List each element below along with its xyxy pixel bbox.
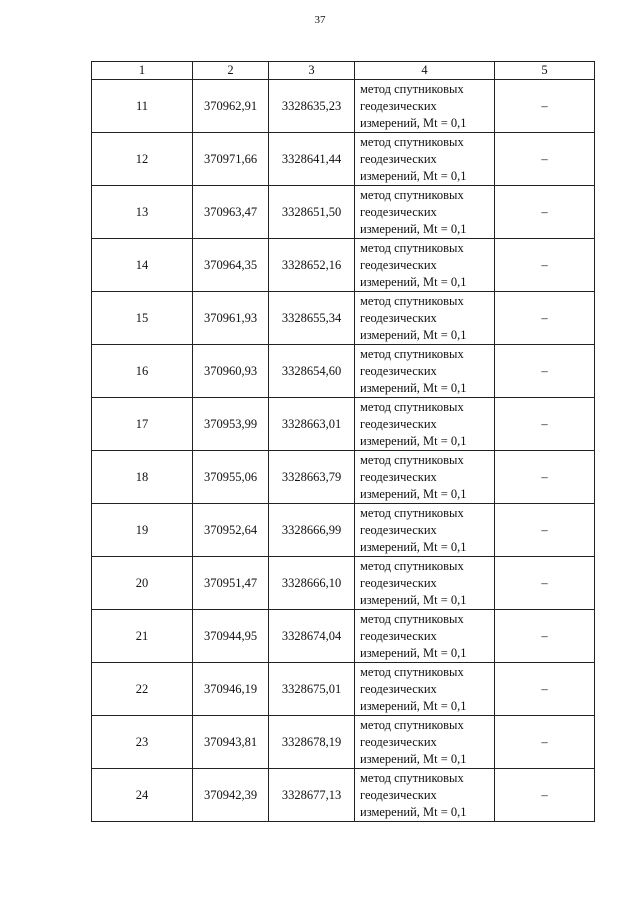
x-coordinate-cell: 370951,47 [193, 557, 269, 610]
point-number-cell: 16 [92, 345, 193, 398]
x-coordinate-cell: 370944,95 [193, 610, 269, 663]
x-coordinate-cell: 370953,99 [193, 398, 269, 451]
point-number-cell: 24 [92, 769, 193, 822]
table-row [92, 451, 595, 504]
point-number-cell: 17 [92, 398, 193, 451]
method-cell [355, 133, 495, 186]
x-coordinate-cell: 370961,93 [193, 292, 269, 345]
method-cell [355, 769, 495, 822]
x-coordinate-cell: 370942,39 [193, 769, 269, 822]
method-text-line: измерений, Mt = 0,1 [360, 380, 467, 395]
method-text-line: метод спутниковых [360, 558, 464, 573]
method-text-line: геодезических [360, 310, 437, 325]
method-text-line: метод спутниковых [360, 293, 464, 308]
y-coordinate-cell: 3328663,79 [269, 451, 355, 504]
header-cell-col-2: 2 [193, 62, 269, 80]
x-coordinate-cell: 370955,06 [193, 451, 269, 504]
method-text-line: измерений, Mt = 0,1 [360, 327, 467, 342]
point-number-cell: 13 [92, 186, 193, 239]
note-cell: – [495, 133, 595, 186]
x-coordinate-cell: 370962,91 [193, 80, 269, 133]
y-coordinate-cell: 3328654,60 [269, 345, 355, 398]
method-text-line: геодезических [360, 151, 437, 166]
method-text-line: геодезических [360, 204, 437, 219]
method-text-line: измерений, Mt = 0,1 [360, 433, 467, 448]
x-coordinate-cell: 370971,66 [193, 133, 269, 186]
method-text-line: геодезических [360, 416, 437, 431]
method-cell [355, 716, 495, 769]
method-cell [355, 186, 495, 239]
method-text-line: метод спутниковых [360, 399, 464, 414]
y-coordinate-cell: 3328666,10 [269, 557, 355, 610]
method-text-line: геодезических [360, 363, 437, 378]
coordinates-table [91, 61, 595, 822]
y-coordinate-cell: 3328641,44 [269, 133, 355, 186]
method-cell [355, 557, 495, 610]
point-number-cell: 11 [92, 80, 193, 133]
table-row [92, 504, 595, 557]
method-cell [355, 610, 495, 663]
method-text-line: метод спутниковых [360, 134, 464, 149]
note-cell: – [495, 398, 595, 451]
method-text-line: геодезических [360, 734, 437, 749]
method-cell [355, 398, 495, 451]
y-coordinate-cell: 3328635,23 [269, 80, 355, 133]
table-row [92, 716, 595, 769]
method-text-line: метод спутниковых [360, 770, 464, 785]
method-text-line: геодезических [360, 522, 437, 537]
method-text-line: метод спутниковых [360, 611, 464, 626]
point-number-cell: 22 [92, 663, 193, 716]
method-cell [355, 345, 495, 398]
method-text-line: геодезических [360, 628, 437, 643]
table-row [92, 80, 595, 133]
y-coordinate-cell: 3328651,50 [269, 186, 355, 239]
method-text-line: геодезических [360, 98, 437, 113]
table-body [92, 62, 595, 822]
table-row [92, 239, 595, 292]
point-number-cell: 14 [92, 239, 193, 292]
table-row [92, 610, 595, 663]
page-number: 37 [314, 14, 326, 26]
method-text-line: метод спутниковых [360, 187, 464, 202]
x-coordinate-cell: 370946,19 [193, 663, 269, 716]
header-cell-col-4: 4 [355, 62, 495, 80]
method-text-line: измерений, Mt = 0,1 [360, 539, 467, 554]
note-cell: – [495, 769, 595, 822]
method-cell [355, 239, 495, 292]
method-text-line: измерений, Mt = 0,1 [360, 274, 467, 289]
point-number-cell: 15 [92, 292, 193, 345]
y-coordinate-cell: 3328666,99 [269, 504, 355, 557]
note-cell: – [495, 663, 595, 716]
header-cell-col-5: 5 [495, 62, 595, 80]
method-cell [355, 451, 495, 504]
method-text-line: измерений, Mt = 0,1 [360, 804, 467, 819]
x-coordinate-cell: 370943,81 [193, 716, 269, 769]
table-row [92, 557, 595, 610]
method-text-line: измерений, Mt = 0,1 [360, 221, 467, 236]
note-cell: – [495, 80, 595, 133]
table-row [92, 769, 595, 822]
method-cell [355, 504, 495, 557]
note-cell: – [495, 345, 595, 398]
note-cell: – [495, 451, 595, 504]
note-cell: – [495, 610, 595, 663]
note-cell: – [495, 292, 595, 345]
x-coordinate-cell: 370960,93 [193, 345, 269, 398]
method-text-line: измерений, Mt = 0,1 [360, 645, 467, 660]
method-text-line: измерений, Mt = 0,1 [360, 115, 467, 130]
y-coordinate-cell: 3328677,13 [269, 769, 355, 822]
header-cell-col-1: 1 [92, 62, 193, 80]
point-number-cell: 19 [92, 504, 193, 557]
point-number-cell: 20 [92, 557, 193, 610]
method-text-line: измерений, Mt = 0,1 [360, 486, 467, 501]
method-text-line: геодезических [360, 469, 437, 484]
method-text-line: геодезических [360, 681, 437, 696]
method-text-line: метод спутниковых [360, 452, 464, 467]
note-cell: – [495, 186, 595, 239]
method-cell [355, 292, 495, 345]
table-row [92, 345, 595, 398]
header-cell-col-3: 3 [269, 62, 355, 80]
table-row [92, 292, 595, 345]
x-coordinate-cell: 370964,35 [193, 239, 269, 292]
note-cell: – [495, 716, 595, 769]
y-coordinate-cell: 3328674,04 [269, 610, 355, 663]
y-coordinate-cell: 3328652,16 [269, 239, 355, 292]
table-row [92, 663, 595, 716]
note-cell: – [495, 504, 595, 557]
table-header-row [92, 62, 595, 80]
method-text-line: измерений, Mt = 0,1 [360, 698, 467, 713]
method-text-line: метод спутниковых [360, 717, 464, 732]
x-coordinate-cell: 370952,64 [193, 504, 269, 557]
method-text-line: измерений, Mt = 0,1 [360, 592, 467, 607]
table-row [92, 133, 595, 186]
x-coordinate-cell: 370963,47 [193, 186, 269, 239]
table-row [92, 398, 595, 451]
table-row [92, 186, 595, 239]
method-text-line: метод спутниковых [360, 664, 464, 679]
note-cell: – [495, 557, 595, 610]
method-text-line: метод спутниковых [360, 505, 464, 520]
method-text-line: измерений, Mt = 0,1 [360, 751, 467, 766]
y-coordinate-cell: 3328678,19 [269, 716, 355, 769]
method-cell [355, 80, 495, 133]
point-number-cell: 21 [92, 610, 193, 663]
method-text-line: метод спутниковых [360, 81, 464, 96]
method-text-line: измерений, Mt = 0,1 [360, 168, 467, 183]
note-cell: – [495, 239, 595, 292]
y-coordinate-cell: 3328663,01 [269, 398, 355, 451]
method-text-line: метод спутниковых [360, 346, 464, 361]
point-number-cell: 23 [92, 716, 193, 769]
method-text-line: метод спутниковых [360, 240, 464, 255]
y-coordinate-cell: 3328675,01 [269, 663, 355, 716]
method-text-line: геодезических [360, 257, 437, 272]
point-number-cell: 12 [92, 133, 193, 186]
method-text-line: геодезических [360, 787, 437, 802]
point-number-cell: 18 [92, 451, 193, 504]
method-text-line: геодезических [360, 575, 437, 590]
y-coordinate-cell: 3328655,34 [269, 292, 355, 345]
method-cell [355, 663, 495, 716]
